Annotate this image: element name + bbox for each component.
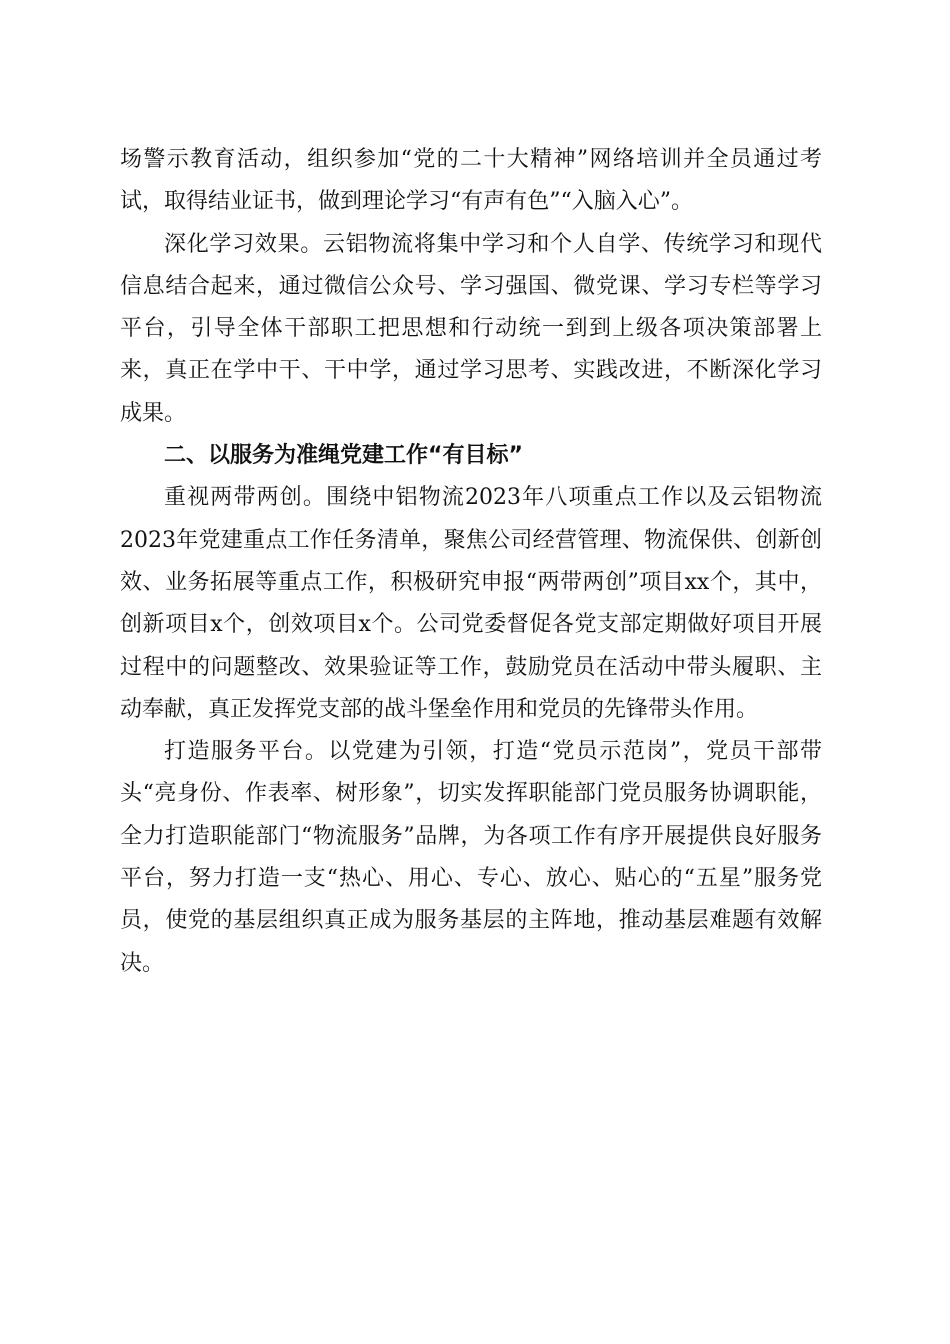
document-page xyxy=(120,139,822,985)
paragraph-deepen-learning: 深化学习效果。云铝物流将集中学习和个人自学、传统学习和现代信息结合起来，通过微信公众号、学习强国、微党课、学习专栏等学习平台，引导全体干部职工把思想和行动统一到到上级各项决策部署上来，真正在学中干、干中学，通过学习思考、实践改进，不断深化学习成果。 xyxy=(120,231,822,426)
section-heading: 二、以服务为准绳党建工作“有目标” xyxy=(164,443,523,469)
paragraph-two-belts-two-creations: 重视两带两创。围绕中铝物流2023年八项重点工作以及云铝物流2023年党建重点工作任务清单，聚焦公司经营管理、物流保供、创新创效、业务拓展等重点工作，积极研究申报“两带两创”项目xx个，其中，创新项目x个，创效项目x个。公司党委督促各党支部定期做好项目开展过程中的问题整改、效果验证等工作，鼓励党员在活动中带头履职、主动奉献，真正发挥党支部的战斗堡垒作用和党员的先锋带头作用。 xyxy=(120,485,822,722)
paragraph-continuation: 场警示教育活动，组织参加“党的二十大精神”网络培训并全员通过考试，取得结业证书，做到理论学习“有声有色”“入脑入心”。 xyxy=(120,147,822,215)
paragraph-service-platform: 打造服务平台。以党建为引领，打造“党员示范岗”，党员干部带头“亮身份、作表率、树形象”，切实发挥职能部门党员服务协调职能，全力打造职能部门“物流服务”品牌，为各项工作有序开展提供良好服务平台，努力打造一支“热心、用心、专心、放心、贴心的“五星”服务党员，使党的基层组织真正成为服务基层的主阵地，推动基层难题有效解决。 xyxy=(120,739,822,976)
